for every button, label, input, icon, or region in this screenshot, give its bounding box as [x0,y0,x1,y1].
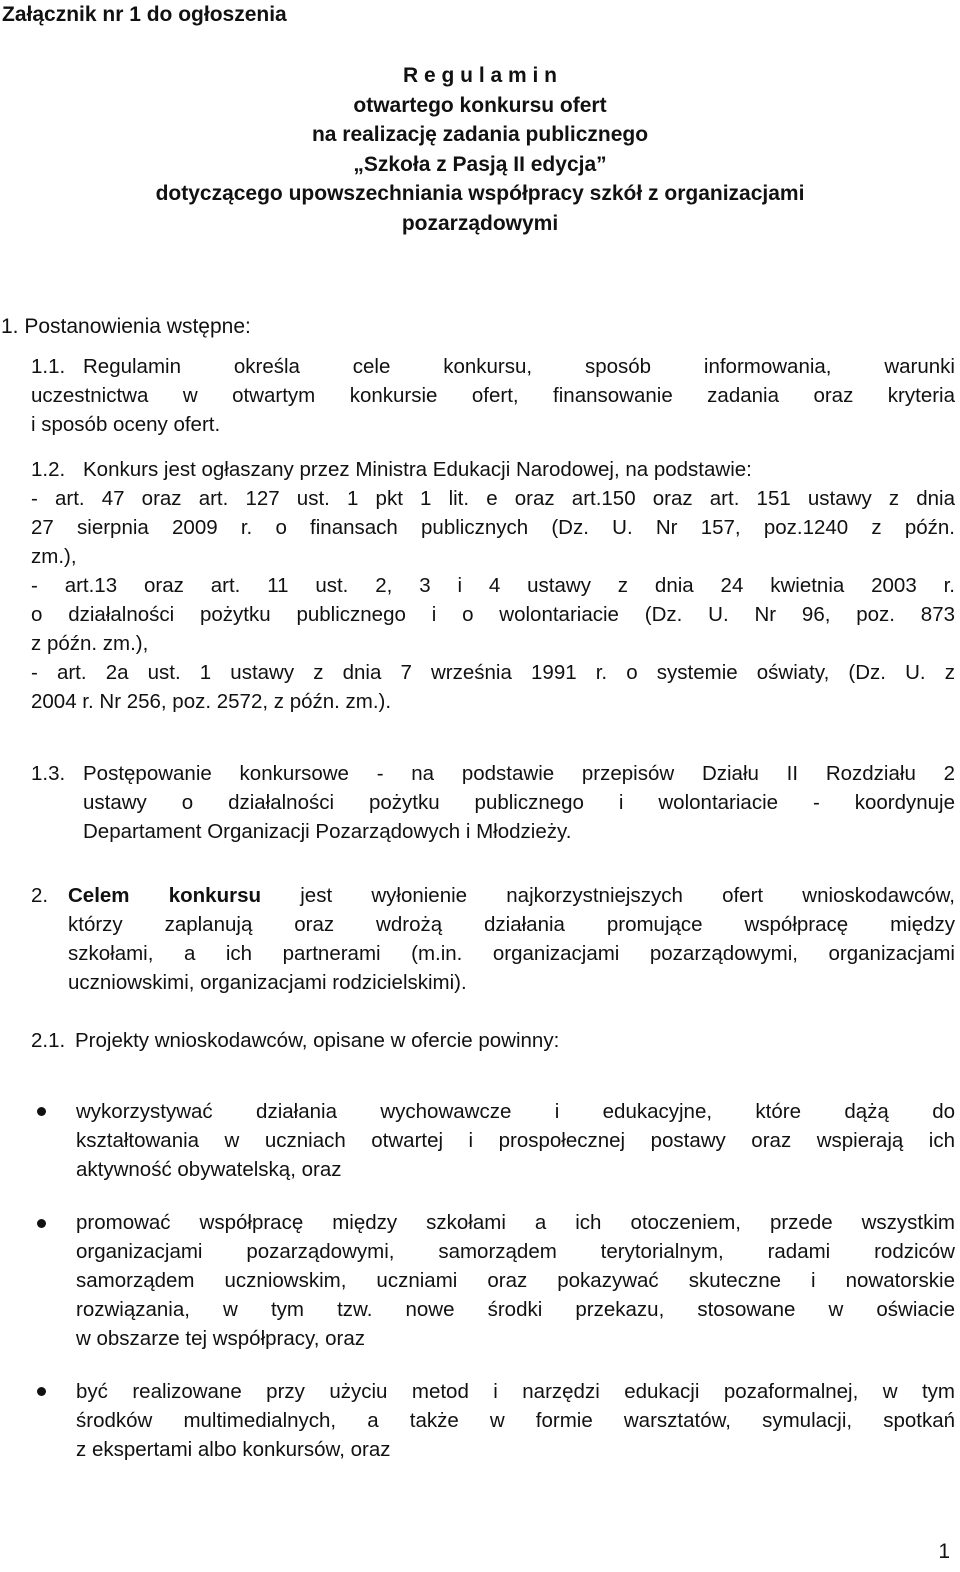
paragraph-1-2 [83,455,955,484]
bullet-item [76,1097,955,1184]
paragraph-text: jest wyłonienie najkorzystniejszych ofert wnioskodawców, [300,884,955,907]
paragraph-line: - art.13 oraz art. 11 ust. 2, 3 i 4 ustawy z dnia 24 kwietnia 2003 r. [31,574,955,597]
attachment-header: Załącznik nr 1 do ogłoszenia [2,3,287,26]
paragraph-1-2-number: 1.2. [31,458,66,481]
paragraph-line: uczniowskimi, organizacjami rodzicielskimi). [68,971,467,994]
paragraph-line: o działalności pożytku publicznego i o wolontariacie (Dz. U. Nr 96, poz. 873 [31,603,955,626]
paragraph-line: promować współpracę między szkołami a ich otoczeniem, przede wszystkim [76,1211,955,1234]
paragraph-line: zm.), [31,545,77,568]
paragraph-line: Postępowanie konkursowe - na podstawie przepisów Działu II Rozdziału 2 [83,762,955,785]
paragraph-1-1 [83,352,955,381]
title-line: otwartego konkursu ofert [353,93,607,117]
title-line: dotyczącego upowszechniania współpracy szkół z organizacjami [155,182,805,205]
paragraph-line: szkołami, a ich partnerami (m.in. organizacjami pozarządowymi, organizacjami [68,942,955,965]
paragraph-line: - art. 47 oraz art. 127 ust. 1 pkt 1 lit. e oraz art.150 oraz art. 151 ustawy z dnia [31,487,955,510]
title-line: R e g u l a m i n [402,64,558,87]
paragraph-line: Regulamin określa cele konkursu, sposób informowania, warunki [83,355,955,378]
title-line: pozarządowymi [401,211,559,235]
paragraph-line: Departament Organizacji Pozarządowych i Młodzieży. [83,820,572,843]
paragraph-line: w obszarze tej współpracy, oraz [76,1327,366,1350]
section-2-paragraph [68,881,955,997]
paragraph-line: być realizowane przy użyciu metod i narzędzi edukacji pozaformalnej, w tym [76,1380,955,1403]
section-2-number: 2. [31,884,49,907]
paragraph-line: wykorzystywać działania wychowawcze i edukacyjne, które dążą do [76,1100,955,1123]
paragraph-line: kształtowania w uczniach otwartej i prospołecznej postawy oraz wspierają ich [76,1129,955,1152]
section-2-bold-lead: Celem konkursu [68,884,262,907]
bullet-item [76,1377,955,1464]
bullet-item [76,1208,955,1353]
paragraph-1-2-cont [31,484,955,716]
title-line: „Szkoła z Pasją II edycja” [353,152,607,176]
paragraph-line: środków multimedialnych, a także w formie warsztatów, symulacji, spotkań [76,1409,955,1432]
paragraph-line: samorządem uczniowskim, uczniami oraz pokazywać skuteczne i nowatorskie [76,1269,955,1292]
paragraph-line: - art. 2a ust. 1 ustawy z dnia 7 września 1991 r. o systemie oświaty, (Dz. U. z [31,661,955,684]
paragraph-line: którzy zaplanują oraz wdrożą działania promujące współpracę między [68,913,955,936]
section-1-heading: 1. Postanowienia wstępne: [1,315,251,338]
paragraph-line: i sposób oceny ofert. [31,413,221,436]
paragraph-1-3 [83,759,955,846]
section-2-1-number: 2.1. [31,1029,66,1052]
paragraph-line: ustawy o działalności pożytku publicznego i wolontariacie - koordynuje [83,791,955,814]
paragraph-line: uczestnictwa w otwartym konkursie ofert, finansowanie zadania oraz kryteria [31,384,955,407]
paragraph-line: z ekspertami albo konkursów, oraz [76,1438,391,1461]
paragraph-line: rozwiązania, w tym tzw. nowe środki przekazu, stosowane w oświacie [76,1298,955,1321]
paragraph-line [68,881,955,910]
paragraph-1-3-number: 1.3. [31,762,66,785]
paragraph-1-1-cont [31,381,955,439]
paragraph-line: Konkurs jest ogłaszany przez Ministra Edukacji Narodowej, na podstawie: [83,458,752,481]
paragraph-line: aktywność obywatelską, oraz [76,1158,342,1181]
paragraph-line: z późn. zm.), [31,632,149,655]
document-title [0,61,960,238]
section-2-1-text: Projekty wnioskodawców, opisane w ofercie powinny: [75,1029,560,1052]
bullet-icon [37,1219,46,1228]
paragraph-line: 27 sierpnia 2009 r. o finansach publicznych (Dz. U. Nr 157, poz.1240 z późn. [31,516,955,539]
bullet-icon [37,1387,46,1396]
page-number: 1 [938,1540,950,1563]
paragraph-line: organizacjami pozarządowymi, samorządem terytorialnym, radami rodziców [76,1240,955,1263]
paragraph-1-1-number: 1.1. [31,355,66,378]
paragraph-line: 2004 r. Nr 256, poz. 2572, z późn. zm.). [31,690,392,713]
bullet-icon [37,1107,46,1116]
title-line: na realizację zadania publicznego [311,123,649,146]
